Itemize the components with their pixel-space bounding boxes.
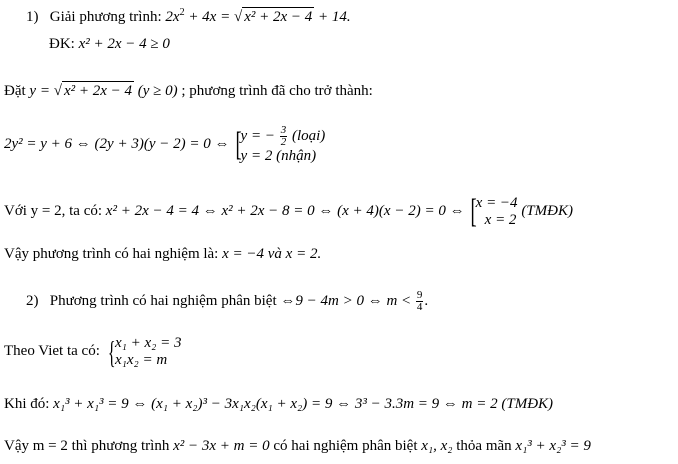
p1-with-line: Với y = 2, ta có: x² + 2x − 4 = 4 ⇔ x² + 2x − 8 = 0 ⇔ (x + 4)(x − 2) = 0 ⇔ [ x = −4 x = 2 (TMĐK) — [4, 192, 573, 230]
p1-root-note: (TMĐK) — [521, 203, 573, 219]
p1-conclusion-eq: x = −4 và x = 2. — [222, 246, 322, 262]
p2-frac-den: 4 — [416, 301, 423, 314]
p1-number: 1) — [26, 9, 39, 25]
p2-final-vars: x₁, x₂ — [421, 438, 453, 454]
p2-khi-line — [4, 395, 553, 413]
p1-sub-text: ; phương trình đã cho trở thành: — [181, 83, 373, 99]
p1-label: Giải phương trình: — [49, 9, 162, 25]
p2-viet-line: Theo Viet ta có: { x₁ + x₂ = 3 x₁x₂ = m — [4, 333, 182, 370]
p1-case1-num: 3 — [280, 123, 287, 136]
p1-conclusion-line — [4, 245, 321, 263]
p2-number: 2) — [26, 293, 39, 309]
p1-quadratic-line: 2y² = y + 6 ⇔ (2y + 3)(y − 2) = 0 ⇔ [ y = − $\frac{3}{2}$ (loại) y = 2 (nhận) — [4, 123, 326, 164]
p1-case1-den: 2 — [280, 135, 287, 148]
p2-problem-line: 2) Phương trình có hai nghiệm phân biệt ⇔9 − 4m > 0 ⇔ m < $\frac{9}{4}$ . — [26, 289, 429, 314]
p1-condition: x² + 2x − 4 ≥ 0 — [78, 36, 170, 52]
p1-problem-line: 1) Giải phương trình: $2x^2 + 4x$ = √ x² + 2x − 4 + 14. — [26, 7, 351, 25]
p1-eq-lhs: 2x — [165, 9, 180, 25]
p1-root1: x = −4 — [475, 194, 518, 211]
p2-final-text2: thỏa mãn — [456, 438, 512, 454]
p1-eq-tail: + 14. — [318, 9, 351, 25]
p1-case2: y = 2 (nhận) — [240, 147, 317, 164]
p2-viet-system — [115, 335, 182, 369]
p1-roots — [476, 195, 518, 229]
p2-final-line — [4, 437, 591, 455]
p2-viet1: x₁ + x₂ = 3 — [114, 334, 182, 351]
p2-frac-num: 9 — [416, 289, 423, 302]
p1-case1-note: (loại) — [291, 127, 326, 144]
p1-condition-line — [49, 35, 170, 53]
p2-cond: ⇔9 − 4m > 0 ⇔ m < — [280, 293, 412, 309]
p2-khi-label: Khi đó: — [4, 396, 50, 412]
p1-radicand: x² + 2x − 4 — [244, 9, 313, 25]
p1-quadratic: 2y² = y + 6 ⇔ (2y + 3)(y − 2) = 0 ⇔ — [4, 136, 230, 152]
p2-final-label: Vậy m = 2 thì phương trình — [4, 438, 170, 454]
p1-root2: x = 2 — [484, 211, 517, 228]
p1-case1-lhs: y = − — [240, 127, 275, 144]
p1-cases — [241, 125, 326, 165]
p2-label: Phương trình có hai nghiệm phân biệt — [49, 293, 277, 309]
p1-sub-var: y = — [29, 83, 50, 99]
p1-sub-radicand: x² + 2x − 4 — [63, 83, 132, 99]
p1-conclusion-label: Vậy phương trình có hai nghiệm là: — [4, 246, 219, 262]
p2-final-mid: có hai nghiệm phân biệt — [273, 438, 418, 454]
p2-final-eq: x² − 3x + m = 0 — [173, 438, 270, 454]
p2-khi-eq: x₁³ + x₁³ = 9 ⇔ (x₁ + x₂)³ − 3x₁x₂(x₁ + x₂) = 9 ⇔ 3³ − 3.3m = 9 ⇔ m = 2 (TMĐK) — [53, 396, 554, 412]
p2-viet2: x₁x₂ = m — [114, 351, 168, 368]
p2-viet-label: Theo Viet ta có: — [4, 343, 100, 359]
p1-sub-label: Đặt — [4, 83, 26, 99]
p1-with-label: Với y = 2, ta có: — [4, 203, 103, 219]
p2-final-cond: x₁³ + x₂³ = 9 — [515, 438, 591, 454]
p1-sub-cond: (y ≥ 0) — [137, 83, 178, 99]
p1-eq-rest: + 4x = — [188, 9, 231, 25]
p1-condition-label: ĐK: — [49, 36, 75, 52]
p1-with-eq: x² + 2x − 4 = 4 ⇔ x² + 2x − 8 = 0 ⇔ (x + 4)(x − 2) = 0 ⇔ — [105, 203, 465, 219]
p1-substitution-line: Đặt y = √ x² + 2x − 4 (y ≥ 0) ; phương trình đã cho trở thành: — [4, 83, 373, 99]
